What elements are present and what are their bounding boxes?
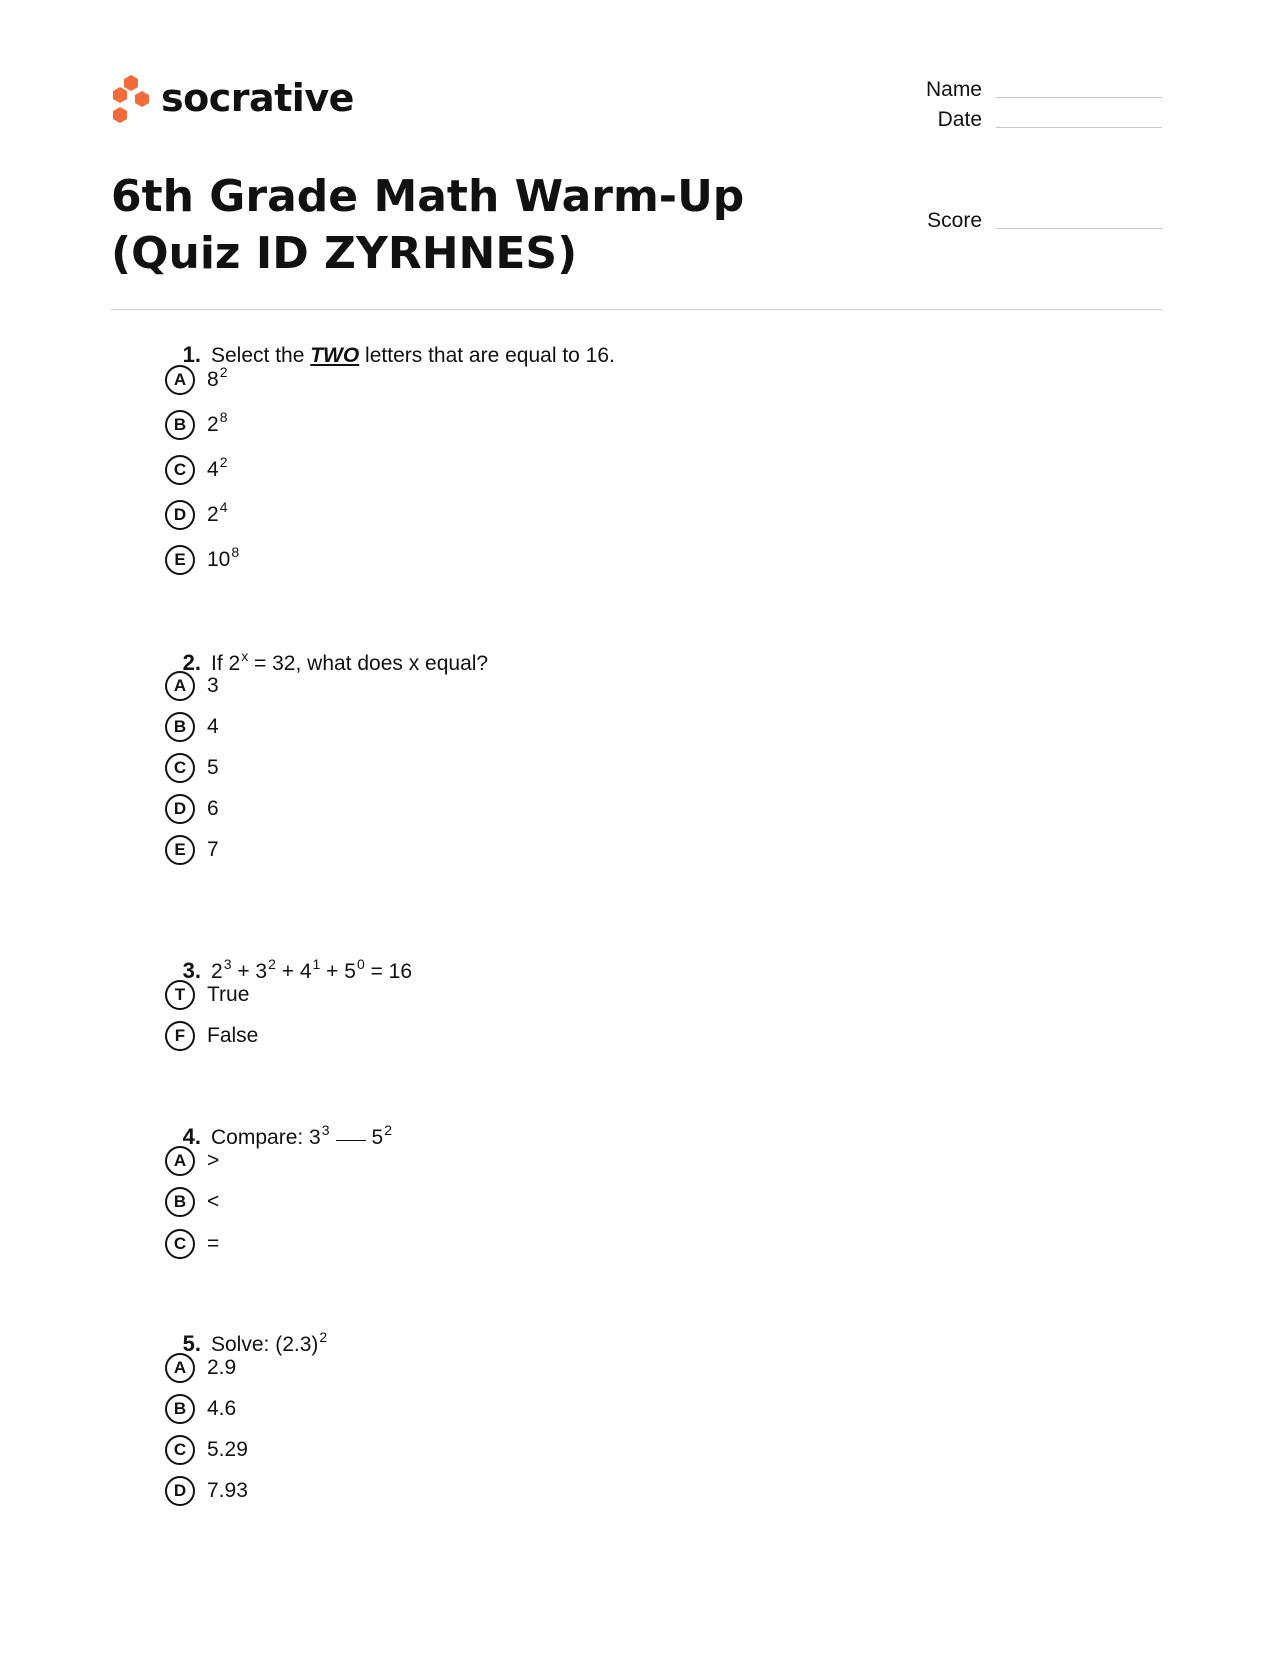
option-text: $4^2$ bbox=[207, 454, 228, 481]
question-4 bbox=[165, 1122, 392, 1255]
answer-option[interactable] bbox=[165, 753, 219, 783]
answer-option[interactable] bbox=[165, 835, 219, 865]
option-bubble[interactable]: C bbox=[165, 1435, 195, 1465]
option-text: 4.6 bbox=[207, 1397, 237, 1420]
option-bubble[interactable]: A bbox=[165, 1146, 195, 1176]
hexagon-logo-icon bbox=[111, 73, 151, 123]
answer-option[interactable] bbox=[165, 1146, 219, 1176]
option-bubble[interactable]: T bbox=[165, 980, 195, 1010]
answer-blank bbox=[336, 1140, 366, 1141]
option-bubble[interactable]: C bbox=[165, 753, 195, 783]
option-bubble[interactable]: F bbox=[165, 1021, 195, 1051]
option-bubble[interactable]: A bbox=[165, 671, 195, 701]
option-text: $2^4$ bbox=[207, 499, 228, 526]
option-text: 6 bbox=[207, 797, 219, 820]
score-label: Score bbox=[927, 209, 982, 232]
question-number: 2. bbox=[182, 650, 201, 675]
question-text: Compare: $3^3$ $5^2$ bbox=[211, 1122, 392, 1149]
question-number: 5. bbox=[182, 1331, 201, 1356]
option-text: 7.93 bbox=[207, 1479, 248, 1502]
option-bubble[interactable]: D bbox=[165, 794, 195, 824]
name-field[interactable] bbox=[926, 78, 1162, 102]
answer-option-true[interactable] bbox=[165, 980, 249, 1010]
option-bubble[interactable]: E bbox=[165, 835, 195, 865]
answer-option[interactable] bbox=[165, 1476, 248, 1506]
question-3 bbox=[165, 956, 413, 1047]
option-text: 4 bbox=[207, 715, 219, 738]
option-text: True bbox=[207, 983, 250, 1006]
answer-option[interactable] bbox=[165, 1187, 219, 1217]
name-label: Name bbox=[925, 78, 982, 101]
answer-option-false[interactable] bbox=[165, 1021, 258, 1051]
option-bubble[interactable]: D bbox=[165, 500, 195, 530]
answer-option[interactable] bbox=[165, 545, 239, 575]
option-text: > bbox=[207, 1149, 220, 1172]
name-line[interactable] bbox=[996, 97, 1162, 98]
option-bubble[interactable]: A bbox=[165, 365, 195, 395]
question-5 bbox=[165, 1329, 328, 1502]
question-text: Solve: $(2.3)^2$ bbox=[211, 1329, 328, 1356]
option-text: $2^8$ bbox=[207, 409, 228, 436]
question-2 bbox=[165, 648, 489, 861]
option-bubble[interactable]: A bbox=[165, 1353, 195, 1383]
option-text: 3 bbox=[207, 674, 219, 697]
option-text: 5.29 bbox=[207, 1438, 248, 1461]
page-title: 6th Grade Math Warm-Up (Quiz ID ZYRHNES) bbox=[111, 171, 745, 279]
option-text: False bbox=[207, 1024, 259, 1047]
answer-option[interactable] bbox=[165, 671, 219, 701]
option-bubble[interactable]: B bbox=[165, 1394, 195, 1424]
option-text: = bbox=[207, 1232, 220, 1255]
option-bubble[interactable]: E bbox=[165, 545, 195, 575]
answer-option[interactable] bbox=[165, 1394, 236, 1424]
answer-option[interactable] bbox=[165, 1435, 248, 1465]
option-text: $10^8$ bbox=[207, 544, 240, 571]
socrative-logo bbox=[111, 72, 354, 124]
brand-name: socrative bbox=[161, 76, 354, 120]
answer-option[interactable] bbox=[165, 794, 219, 824]
header-divider bbox=[111, 309, 1162, 310]
answer-option[interactable] bbox=[165, 1229, 219, 1259]
option-text: < bbox=[207, 1190, 220, 1213]
date-line[interactable] bbox=[996, 127, 1162, 128]
question-1 bbox=[165, 342, 615, 571]
score-line[interactable] bbox=[996, 228, 1162, 229]
option-bubble[interactable]: C bbox=[165, 1229, 195, 1259]
answer-option[interactable] bbox=[165, 1353, 236, 1383]
question-number: 1. bbox=[182, 342, 201, 367]
option-bubble[interactable]: B bbox=[165, 1187, 195, 1217]
question-text: Select the TWO letters that are equal to 16. bbox=[211, 344, 615, 367]
question-text: If $2^x = 32$, what does x equal? bbox=[211, 648, 489, 675]
question-number: 4. bbox=[182, 1124, 201, 1149]
option-text: 5 bbox=[207, 756, 219, 779]
option-text: $8^2$ bbox=[207, 364, 228, 391]
option-text: 2.9 bbox=[207, 1356, 237, 1379]
option-bubble[interactable]: B bbox=[165, 410, 195, 440]
answer-option[interactable] bbox=[165, 455, 227, 485]
answer-option[interactable] bbox=[165, 500, 227, 530]
question-number: 3. bbox=[182, 958, 201, 983]
option-bubble[interactable]: D bbox=[165, 1476, 195, 1506]
answer-option[interactable] bbox=[165, 410, 227, 440]
answer-option[interactable] bbox=[165, 365, 227, 395]
score-field[interactable] bbox=[927, 209, 1162, 233]
answer-option[interactable] bbox=[165, 712, 219, 742]
question-text: $2^3 + 3^2 + 4^1 + 5^0 = 16$ bbox=[211, 956, 413, 983]
date-field[interactable] bbox=[938, 108, 1162, 132]
date-label: Date bbox=[937, 108, 982, 131]
option-bubble[interactable]: C bbox=[165, 455, 195, 485]
option-text: 7 bbox=[207, 838, 219, 861]
option-bubble[interactable]: B bbox=[165, 712, 195, 742]
